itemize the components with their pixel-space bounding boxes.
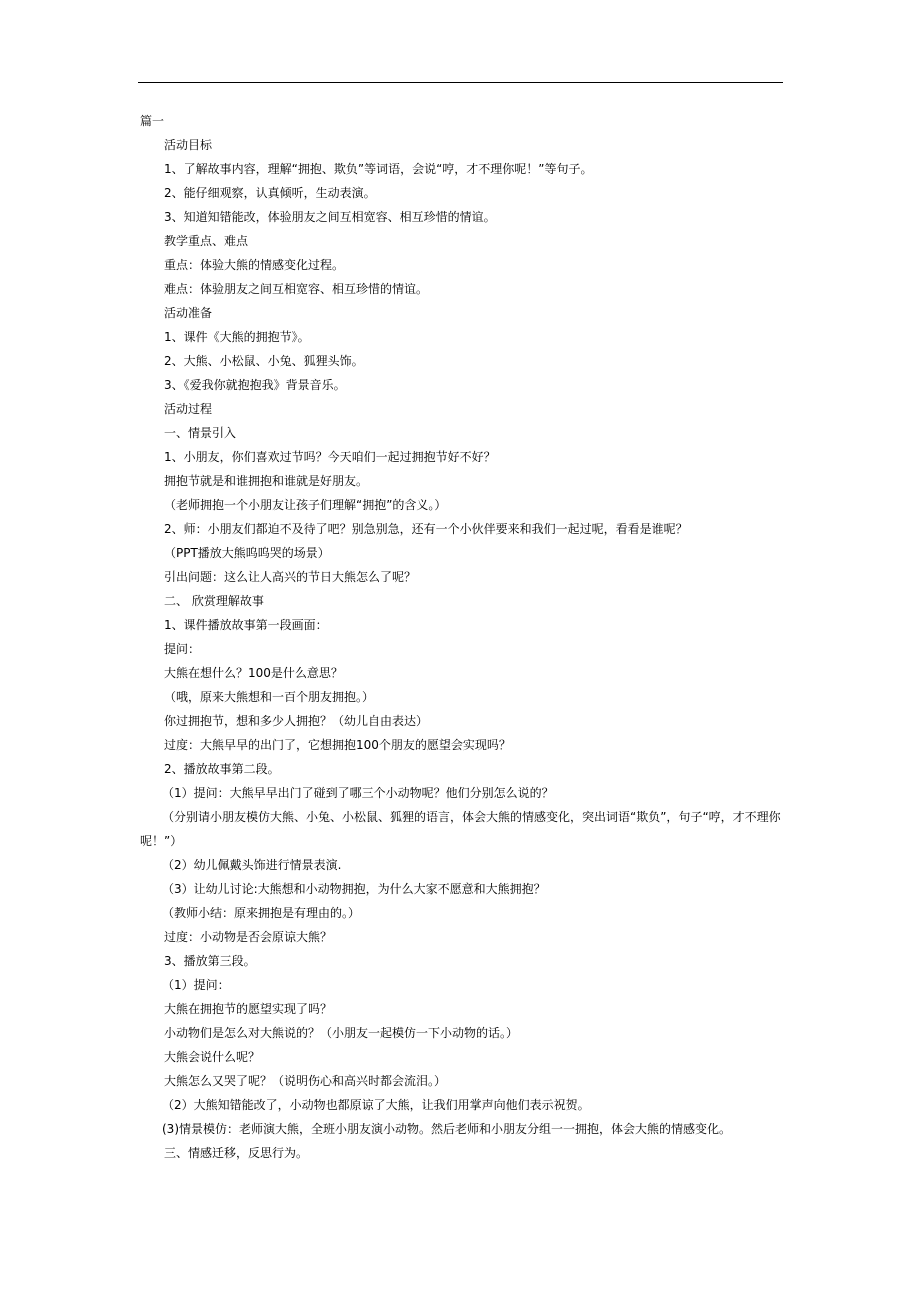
heading-preparation: 活动准备 [164, 306, 213, 320]
goal-item-3: 3、知道知错能改，体验朋友之间互相宽容、相互珍惜的情谊。 [164, 210, 496, 224]
paragraph: （教师小结：原来拥抱是有理由的。） [162, 906, 361, 920]
paragraph: （2）幼儿佩戴头饰进行情景表演. [162, 858, 342, 872]
process-part-1-heading: 一、情景引入 [164, 426, 237, 440]
paragraph: 引出问题：这么让人高兴的节日大熊怎么了呢？ [164, 570, 417, 584]
paragraph: 拥抱节就是和谁拥抱和谁就是好朋友。 [164, 474, 369, 488]
heading-key-points: 教学重点、难点 [164, 234, 249, 248]
goal-item-2: 2、能仔细观察，认真倾听，生动表演。 [164, 186, 376, 200]
paragraph: 2、播放故事第二段。 [164, 762, 280, 776]
paragraph: 大熊在想什么？100是什么意思？ [164, 666, 343, 680]
process-part-3-heading: 三、情感迁移，反思行为。 [164, 1146, 309, 1160]
prep-item-1: 1、课件《大熊的拥抱节》。 [164, 330, 310, 344]
paragraph: （老师拥抱一个小朋友让孩子们理解“拥抱”的含义。） [164, 498, 447, 512]
paragraph: 2、师：小朋友们都迫不及待了吧？别急别急，还有一个小伙伴要来和我们一起过呢，看看是谁呢？ [164, 522, 688, 536]
paragraph: （1）提问：大熊早早出门了碰到了哪三个小动物呢？他们分别怎么说的？ [162, 786, 554, 800]
paragraph: 大熊在拥抱节的愿望实现了吗？ [164, 1002, 333, 1016]
paragraph: （PPT播放大熊呜呜哭的场景） [164, 546, 330, 560]
paragraph-wrapped [140, 805, 785, 853]
document-body [140, 113, 785, 1169]
paragraph: 提问： [164, 642, 201, 656]
difficult-point: 难点：体验朋友之间互相宽容、相互珍惜的情谊。 [164, 282, 429, 296]
paragraph-wrapped-text: （分别请小朋友模仿大熊、小兔、小松鼠、狐狸的语言，体会大熊的情感变化，突出词语“欺负”，句子“哼，才不理你呢！”） [140, 810, 781, 848]
paragraph: 1、小朋友，你们喜欢过节吗？今天咱们一起过拥抱节好不好？ [164, 450, 496, 464]
paragraph: （1）提问： [162, 978, 230, 992]
prep-item-3: 3、《爱我你就抱抱我》背景音乐。 [164, 378, 346, 392]
heading-activity-goals: 活动目标 [164, 138, 213, 152]
paragraph: 大熊怎么又哭了呢？（说明伤心和高兴时都会流泪。） [164, 1074, 447, 1088]
paragraph: 3、播放第三段。 [164, 954, 256, 968]
goal-item-1: 1、了解故事内容，理解“拥抱、欺负”等词语，会说“哼，才不理你呢！”等句子。 [164, 162, 593, 176]
paragraph: 1、课件播放故事第一段画面： [164, 618, 328, 632]
section-title: 篇一 [140, 114, 165, 128]
process-part-2-heading: 二、 欣赏理解故事 [164, 594, 264, 608]
paragraph: （2）大熊知错能改了，小动物也都原谅了大熊，让我们用掌声向他们表示祝贺。 [162, 1098, 590, 1112]
paragraph: 你过拥抱节，想和多少人拥抱？（幼儿自由表达） [164, 714, 429, 728]
paragraph: （3）让幼儿讨论:大熊想和小动物拥抱，为什么大家不愿意和大熊拥抱？ [162, 882, 546, 896]
paragraph: 大熊会说什么呢？ [164, 1050, 261, 1064]
key-point: 重点：体验大熊的情感变化过程。 [164, 258, 345, 272]
paragraph: （哦，原来大熊想和一百个朋友拥抱。） [164, 690, 375, 704]
paragraph: 小动物们是怎么对大熊说的？（小朋友一起模仿一下小动物的话。） [164, 1026, 519, 1040]
paragraph: 过度：小动物是否会原谅大熊？ [164, 930, 333, 944]
paragraph: (3)情景模仿：老师演大熊，全班小朋友演小动物。然后老师和小朋友分组一一拥抱，体会大熊的情感变化。 [162, 1122, 732, 1136]
paragraph: 过度：大熊早早的出门了，它想拥抱100个朋友的愿望会实现吗？ [164, 738, 511, 752]
prep-item-2: 2、大熊、小松鼠、小兔、狐狸头饰。 [164, 354, 364, 368]
heading-process: 活动过程 [164, 402, 213, 416]
header-rule [138, 82, 783, 83]
